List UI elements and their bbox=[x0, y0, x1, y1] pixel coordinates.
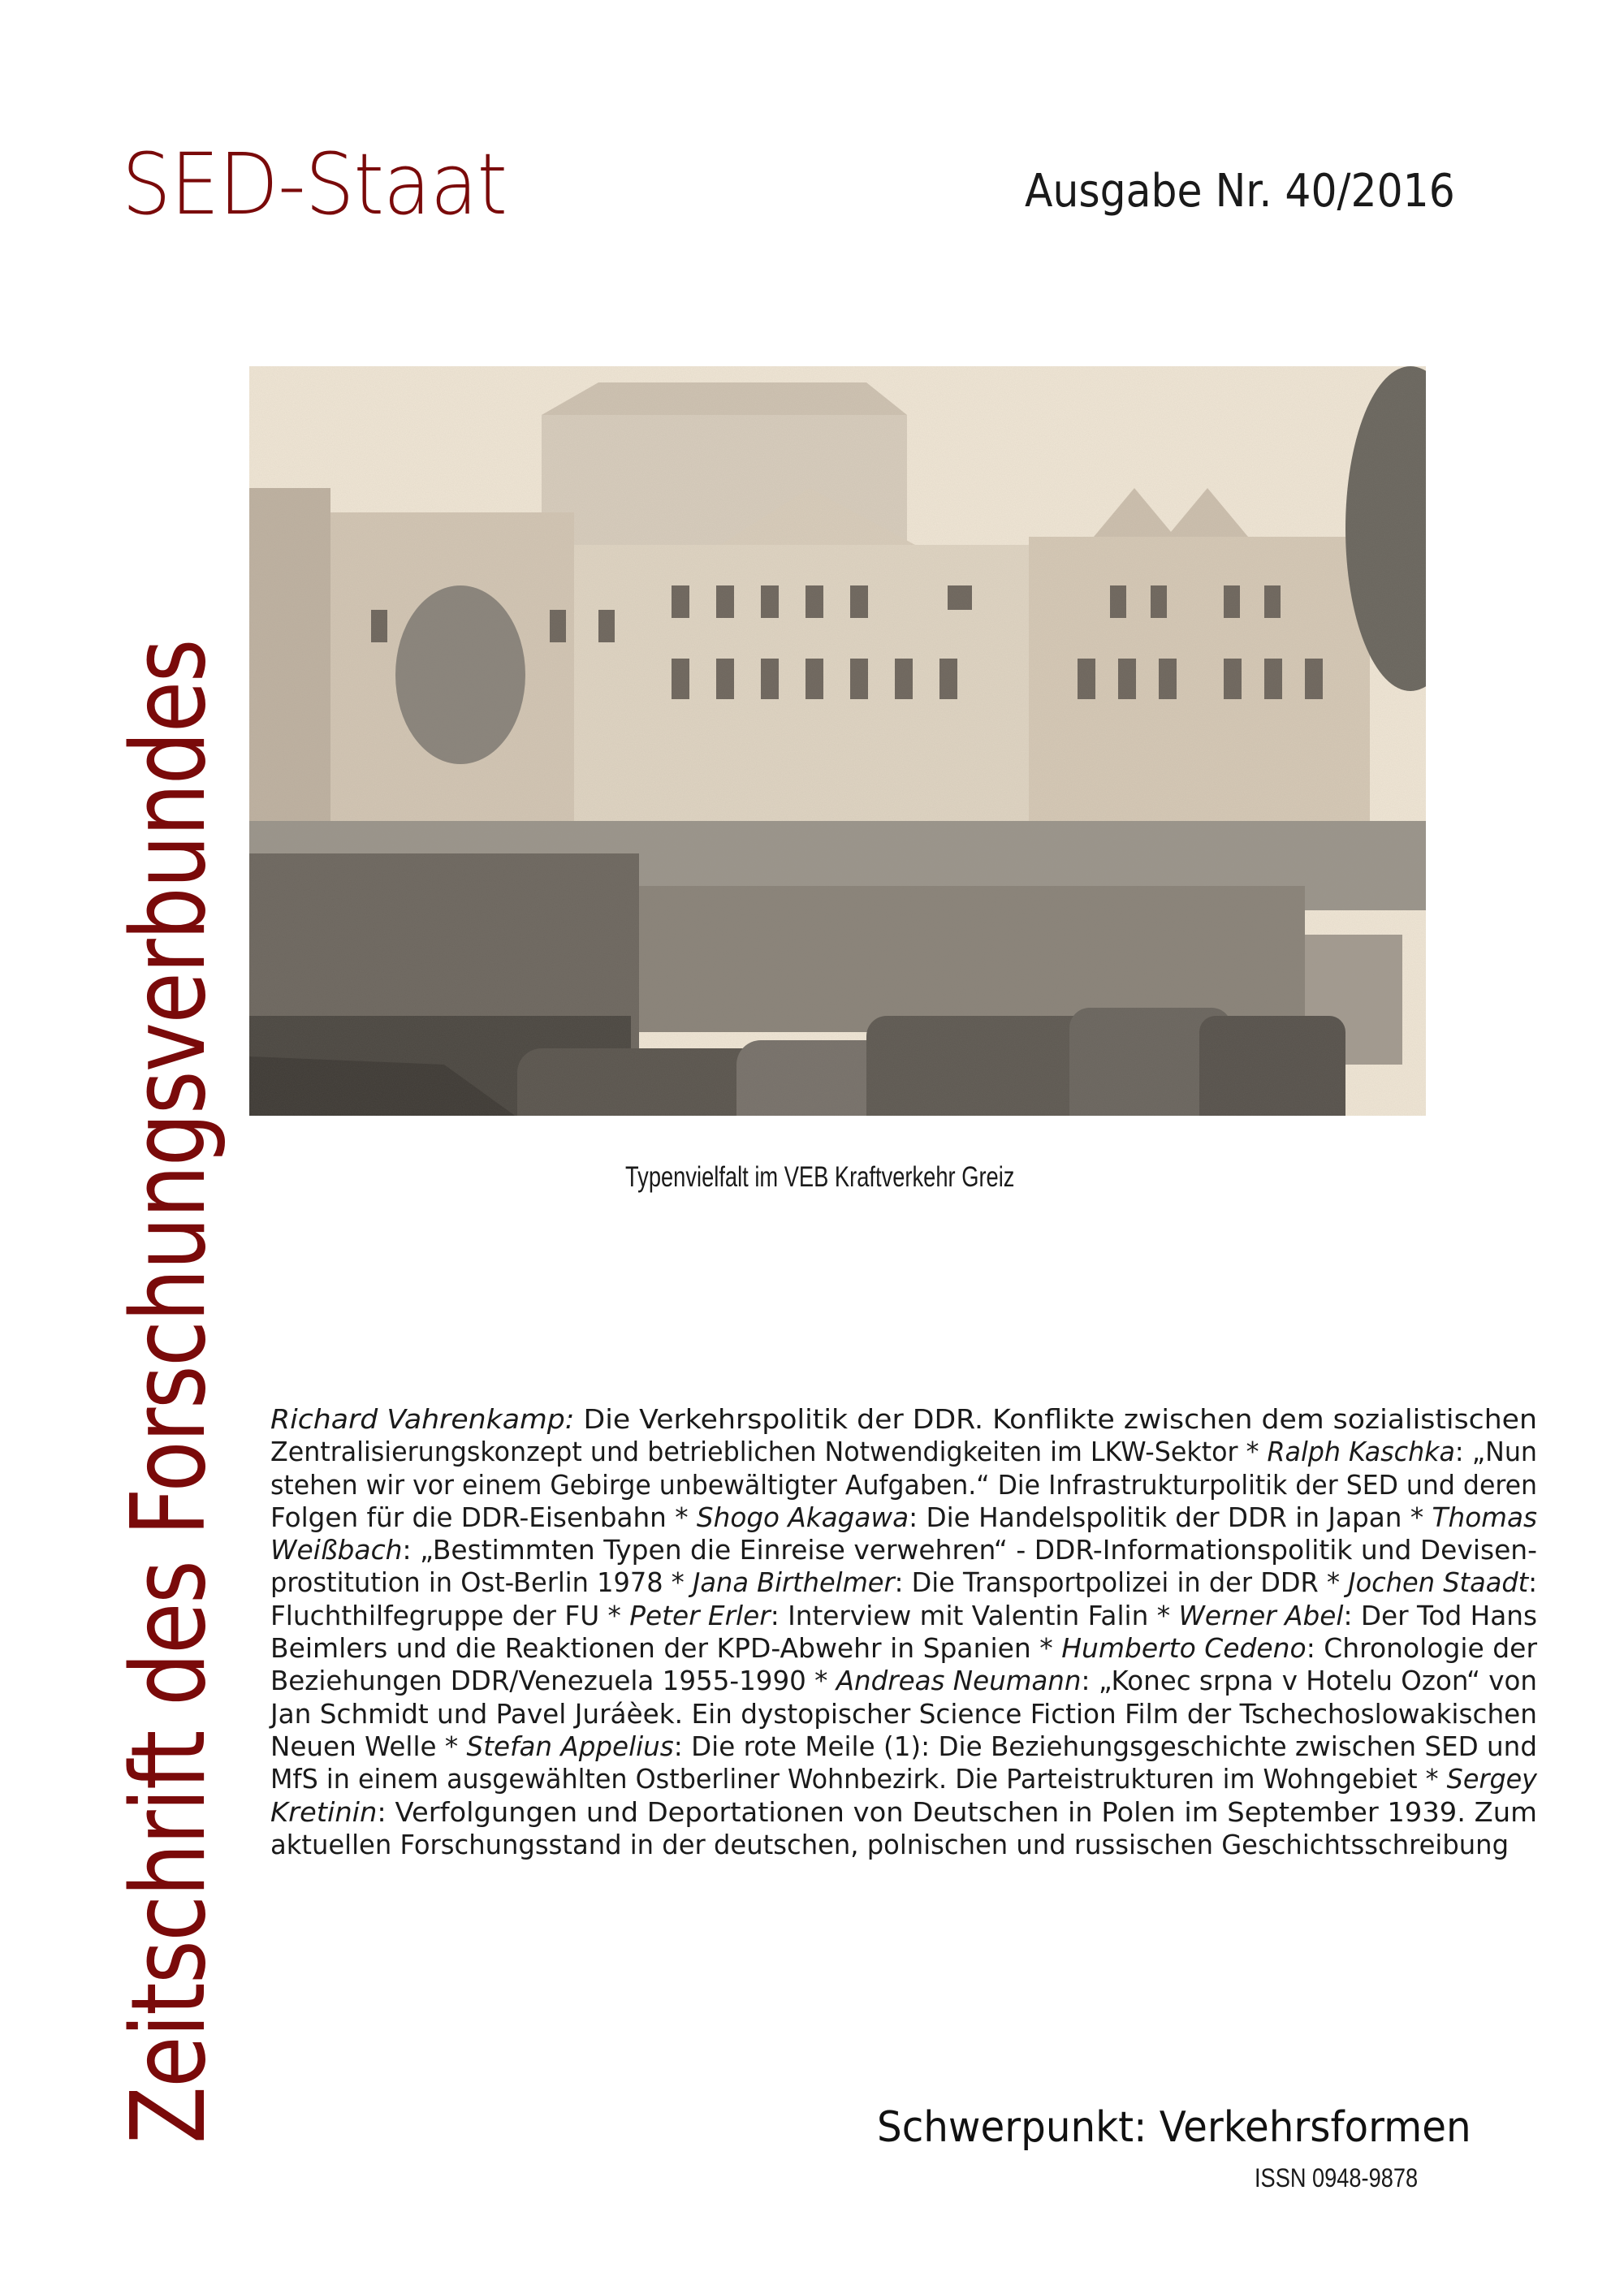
table-of-contents-abstract bbox=[270, 1403, 1537, 1861]
issue-focus-topic: Schwerpunkt: Verkehrsformen bbox=[877, 2103, 1471, 2152]
abstract-line bbox=[270, 1665, 1537, 1697]
trucks-photo-illustration bbox=[249, 366, 1426, 1116]
article-title-text: Beziehungen DDR/Venezuela 1955-1990 * bbox=[270, 1665, 836, 1697]
abstract-line-text bbox=[270, 1698, 1537, 1730]
abstract-line-text bbox=[270, 1403, 1537, 1436]
author-name: Andreas Neumann bbox=[836, 1665, 1082, 1697]
author-name: Kretinin bbox=[270, 1795, 378, 1828]
abstract-line bbox=[270, 1501, 1537, 1534]
abstract-line bbox=[270, 1600, 1537, 1632]
abstract-line-text bbox=[270, 1665, 1537, 1697]
article-title-text: : Die Handelspolitik der DDR in Japan * bbox=[909, 1501, 1432, 1533]
article-title-text: : Die rote Meile (1): Die Beziehungsgeschichte zwischen SED und bbox=[673, 1730, 1537, 1762]
abstract-line bbox=[270, 1730, 1537, 1763]
abstract-line bbox=[270, 1632, 1537, 1665]
author-name: Ralph Kaschka bbox=[1267, 1436, 1455, 1468]
author-name: Sergey bbox=[1446, 1763, 1537, 1795]
author-name: Weißbach bbox=[270, 1534, 403, 1566]
abstract-line bbox=[270, 1534, 1537, 1566]
article-title-text: Fluchthilfegruppe der FU * bbox=[270, 1599, 630, 1631]
author-name: Thomas bbox=[1432, 1501, 1537, 1533]
article-title-text: prostitution in Ost-Berlin 1978 * bbox=[270, 1566, 693, 1599]
author-name: Shogo Akagawa bbox=[696, 1501, 909, 1533]
author-name: Jana Birthelmer bbox=[692, 1566, 895, 1599]
article-title-text: MfS in einem ausgewählten Ostberliner Wohnbezirk. Die Parteistrukturen im Wohngebiet * bbox=[270, 1763, 1447, 1795]
article-title-text: Jan Schmidt und Pavel Juráèek. Ein dystopischer Science Fiction Film der Tschechoslowakischen bbox=[270, 1697, 1537, 1730]
abstract-line-text bbox=[270, 1534, 1537, 1566]
side-title-text: Zeitschrift des Forschungsverbundes bbox=[109, 640, 228, 2144]
side-title-container bbox=[109, 284, 228, 2144]
author-name: Stefan Appelius bbox=[466, 1730, 674, 1762]
abstract-line bbox=[270, 1796, 1537, 1829]
cover-photo bbox=[249, 366, 1426, 1116]
abstract-line bbox=[270, 1829, 1537, 1861]
abstract-line-text bbox=[270, 1763, 1537, 1795]
article-title-text: : „Konec srpna v Hotelu Ozon“ von bbox=[1081, 1665, 1537, 1697]
article-title-text: : Interview mit Valentin Falin * bbox=[770, 1599, 1179, 1631]
article-title-text: Zentralisierungskonzept und betrieblichen Notwendigkeiten im LKW-Sektor * bbox=[270, 1436, 1268, 1468]
article-title-text: stehen wir vor einem Gebirge unbewältigter Aufgaben.“ Die Infrastrukturpolitik der SED und deren bbox=[270, 1468, 1537, 1501]
article-title-text: : bbox=[1528, 1566, 1537, 1599]
abstract-line-text bbox=[270, 1566, 1537, 1599]
abstract-line bbox=[270, 1763, 1537, 1795]
article-title-text: Neuen Welle * bbox=[270, 1730, 467, 1762]
abstract-line-text bbox=[270, 1796, 1537, 1829]
article-title-text: : Verfolgungen und Deportationen von Deutschen in Polen im September 1939. Zum bbox=[377, 1795, 1538, 1828]
article-title-text: : Die Transportpolizei in der DDR * bbox=[894, 1566, 1349, 1599]
issue-number: Ausgabe Nr. 40/2016 bbox=[1025, 165, 1455, 218]
article-title-text: Die Verkehrspolitik der DDR. Konflikte zwischen dem sozialistischen bbox=[574, 1403, 1538, 1435]
side-title bbox=[109, 284, 228, 2144]
abstract-line bbox=[270, 1403, 1537, 1436]
abstract-line-text bbox=[270, 1436, 1537, 1468]
article-title-text: Folgen für die DDR-Eisenbahn * bbox=[270, 1501, 697, 1533]
article-title-text: aktuellen Forschungsstand in der deutschen, polnischen und russischen Geschichtsschreibung bbox=[270, 1828, 1509, 1860]
abstract-line bbox=[270, 1469, 1537, 1501]
photo-caption: Typenvielfalt im VEB Kraftverkehr Greiz bbox=[625, 1161, 1015, 1193]
abstract-line bbox=[270, 1566, 1537, 1599]
author-name: Richard Vahrenkamp: bbox=[270, 1403, 575, 1435]
article-title-text: : „Bestimmten Typen die Einreise verwehren“ - DDR-Informationspolitik und Devisen- bbox=[402, 1534, 1538, 1566]
abstract-line bbox=[270, 1436, 1537, 1468]
article-title-text: : „Nun bbox=[1454, 1436, 1537, 1468]
abstract-line-text bbox=[270, 1632, 1537, 1665]
abstract-line-text bbox=[270, 1501, 1537, 1534]
issn-number: ISSN 0948-9878 bbox=[1255, 2163, 1419, 2192]
journal-title: SED-Staat bbox=[122, 135, 508, 234]
abstract-line-text bbox=[270, 1600, 1537, 1632]
abstract-line bbox=[270, 1698, 1537, 1730]
article-title-text: Beimlers und die Reaktionen der KPD-Abwehr in Spanien * bbox=[270, 1632, 1062, 1665]
article-title-text: : Der Tod Hans bbox=[1343, 1599, 1537, 1631]
abstract-line-text bbox=[270, 1730, 1537, 1763]
author-name: Peter Erler bbox=[629, 1599, 771, 1631]
author-name: Humberto Cedeno bbox=[1061, 1632, 1307, 1665]
author-name: Jochen Staadt bbox=[1348, 1566, 1529, 1599]
author-name: Werner Abel bbox=[1178, 1599, 1344, 1631]
abstract-line-text bbox=[270, 1829, 1509, 1861]
abstract-line-text bbox=[270, 1469, 1537, 1501]
article-title-text: : Chronologie der bbox=[1306, 1632, 1537, 1665]
